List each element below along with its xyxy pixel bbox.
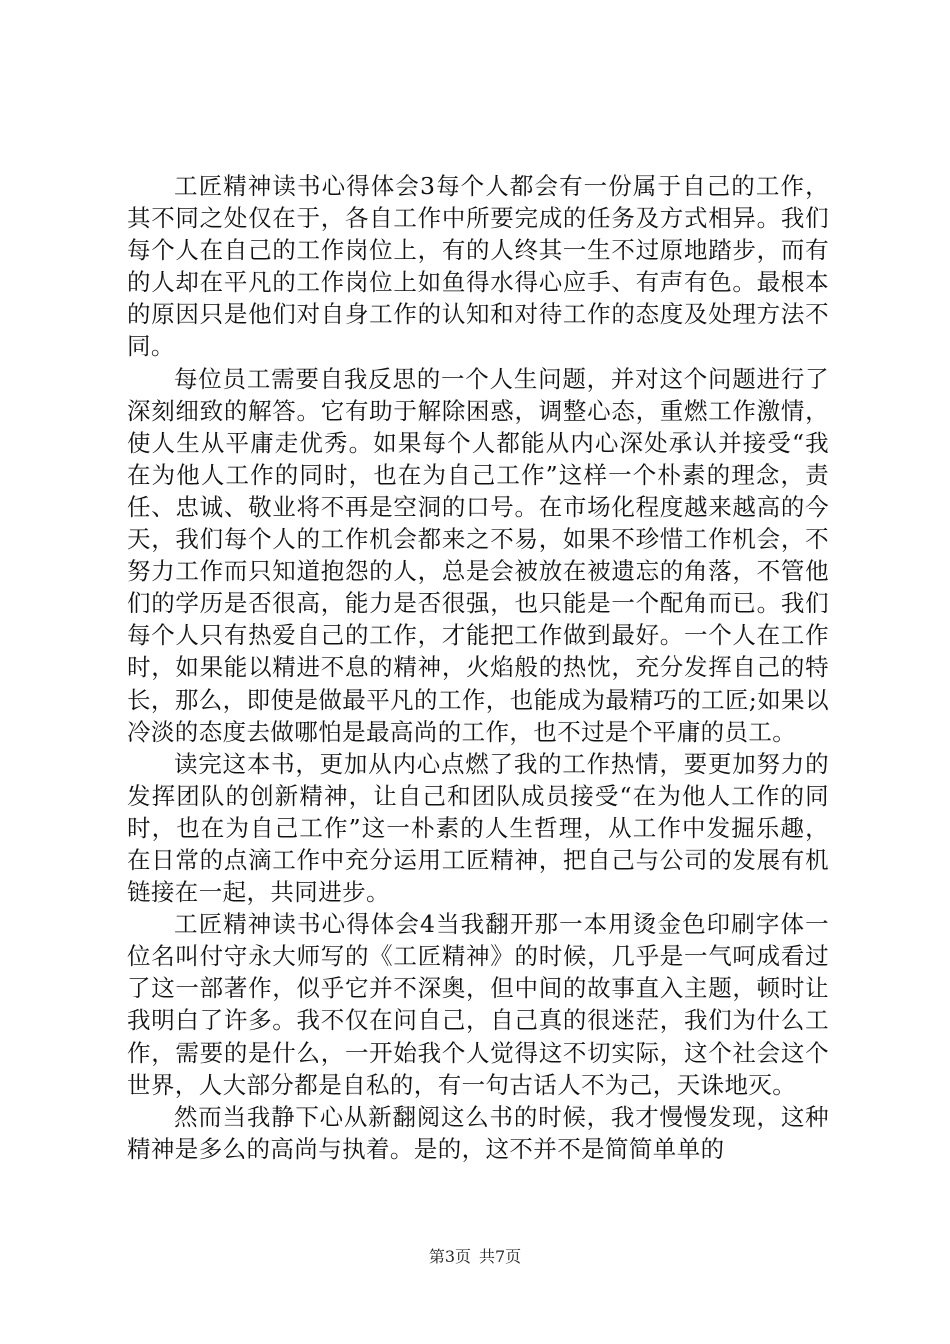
- paragraph: 工匠精神读书心得体会3每个人都会有一份属于自己的工作，其不同之处仅在于，各自工作中所要完成的任务及方式相异。我们每个人在自己的工作岗位上，有的人终其一生不过原地踏步，而有的人却在平凡的工作岗位上如鱼得水得心应手、有声有色。最根本的原因只是他们对自身工作的认知和对待工作的态度及处理方法不同。: [127, 172, 829, 361]
- body-text: [127, 170, 829, 1165]
- page-footer: [0, 1244, 950, 1267]
- paragraph: 然而当我静下心从新翻阅这么书的时候，我才慢慢发现，这种精神是多么的高尚与执着。是的，这不并不是简简单单的: [127, 1102, 829, 1163]
- paragraph: 工匠精神读书心得体会4当我翻开那一本用烫金色印刷字体一位名叫付守永大师写的《工匠精神》的时候，几乎是一气呵成看过了这一部著作，似乎它并不深奥，但中间的故事直入主题，顿时让我明白了许多。我不仅在问自己，自己真的很迷茫，我们为什么工作，需要的是什么，一开始我个人觉得这不切实际，这个社会这个世界，人大部分都是自私的，有一句古话人不为己，天诛地灭。: [127, 910, 829, 1099]
- paragraph: 每位员工需要自我反思的一个人生问题，并对这个问题进行了深刻细致的解答。它有助于解除困惑，调整心态，重燃工作激情，使人生从平庸走优秀。如果每个人都能从内心深处承认并接受“我在为他人工作的同时，也在为自己工作”这样一个朴素的理念，责任、忠诚、敬业将不再是空洞的口号。在市场化程度越来越高的今天，我们每个人的工作机会都来之不易，如果不珍惜工作机会，不努力工作而只知道抱怨的人，总是会被放在被遗忘的角落，不管他们的学历是否很高，能力是否很强，也只能是一个配角而已。我们每个人只有热爱自己的工作，才能把工作做到最好。一个人在工作时，如果能以精进不息的精神，火焰般的热忱，充分发挥自己的特长，那么，即使是做最平凡的工作，也能成为最精巧的工匠;如果以冷淡的态度去做哪怕是最高尚的工作，也不过是个平庸的员工。: [127, 364, 829, 746]
- page-total: 共7页: [479, 1247, 522, 1266]
- paragraph: 读完这本书，更加从内心点燃了我的工作热情，要更加努力的发挥团队的创新精神，让自己和团队成员接受“在为他人工作的同时，也在为自己工作”这一朴素的人生哲理，从工作中发掘乐趣，在日常的点滴工作中充分运用工匠精神，把自己与公司的发展有机链接在一起，共同进步。: [127, 749, 829, 907]
- page-number: 第3页: [428, 1247, 471, 1266]
